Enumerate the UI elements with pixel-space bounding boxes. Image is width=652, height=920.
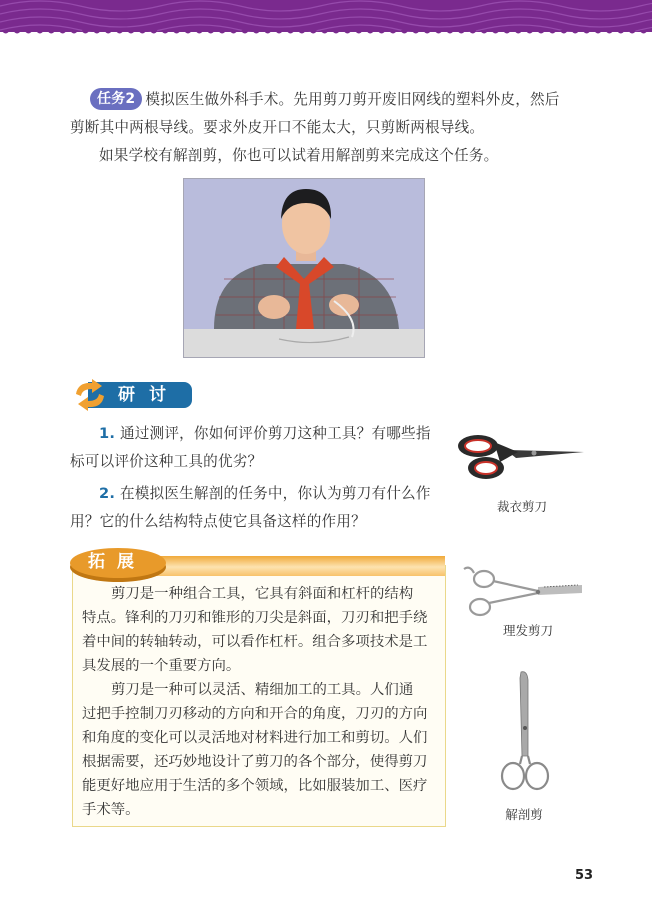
question-1-line-1: 1. 通过测评，你如何评价剪刀这种工具？有哪些指 (99, 425, 431, 442)
hairdressing-scissors-icon (460, 563, 586, 618)
task-line-3: 如果学校有解剖剪，你也可以试着用解剖剪来完成这个任务。 (99, 147, 499, 164)
boy-cutting-wire-photo (183, 178, 425, 358)
wave-pattern-icon (0, 0, 652, 32)
task-line-1: 任务2 模拟医生做外科手术。先用剪刀剪开废旧网线的塑料外皮，然后 (90, 86, 560, 114)
extension-line-1: 剪刀是一种组合工具，它具有斜面和杠杆的结构 (111, 586, 414, 602)
caption-hairdressing-scissors: 理发剪刀 (502, 623, 553, 638)
discussion-section-header (68, 378, 188, 410)
discussion-title: 研讨 (118, 385, 180, 405)
extension-title: 拓展 (88, 552, 146, 572)
dissecting-scissors-icon (498, 668, 554, 800)
header-banner (0, 0, 652, 32)
extension-line-2: 特点。锋利的刀刃和锥形的刀尖是斜面，刀刃和把手绕 (82, 610, 428, 626)
banner-scallop-edge (0, 30, 652, 36)
extension-line-5: 剪刀是一种可以灵活、精细加工的工具。人们通 (111, 682, 414, 698)
caption-dissecting-scissors: 解剖剪 (505, 807, 543, 822)
extension-line-6: 过把手控制刀刃移动的方向和开合的角度，刀刃的方向 (82, 706, 428, 722)
extension-line-8: 根据需要，还巧妙地设计了剪刀的各个部分，使得剪刀 (82, 754, 428, 770)
caption-tailoring-scissors: 裁衣剪刀 (496, 499, 547, 514)
page-number: 53 (575, 868, 594, 883)
extension-header-bar (145, 556, 445, 576)
question-2-line-2: 用？它的什么结构特点使它具备这样的作用？ (70, 513, 366, 530)
extension-line-3: 着中间的转轴转动，可以看作杠杆。组合多项技术是工 (82, 634, 428, 650)
extension-line-9: 能更好地应用于生活的多个领域，比如服装加工、医疗 (82, 778, 428, 794)
question-2-line-1: 2. 在模拟医生解剖的任务中，你认为剪刀有什么作 (99, 485, 431, 502)
extension-line-7: 和角度的变化可以灵活地对材料进行加工和剪切。人们 (82, 730, 428, 746)
task-line-2: 剪断其中两根导线。要求外皮开口不能太大，只剪断两根导线。 (70, 119, 485, 136)
extension-line-4: 具发展的一个重要方向。 (82, 658, 241, 674)
cycle-arrows-icon (68, 378, 112, 412)
question-1-line-2: 标可以评价这种工具的优劣？ (70, 453, 263, 470)
extension-line-10: 手术等。 (82, 802, 140, 818)
tailoring-scissors-icon (456, 432, 588, 482)
task-badge: 任务2 (90, 88, 142, 110)
